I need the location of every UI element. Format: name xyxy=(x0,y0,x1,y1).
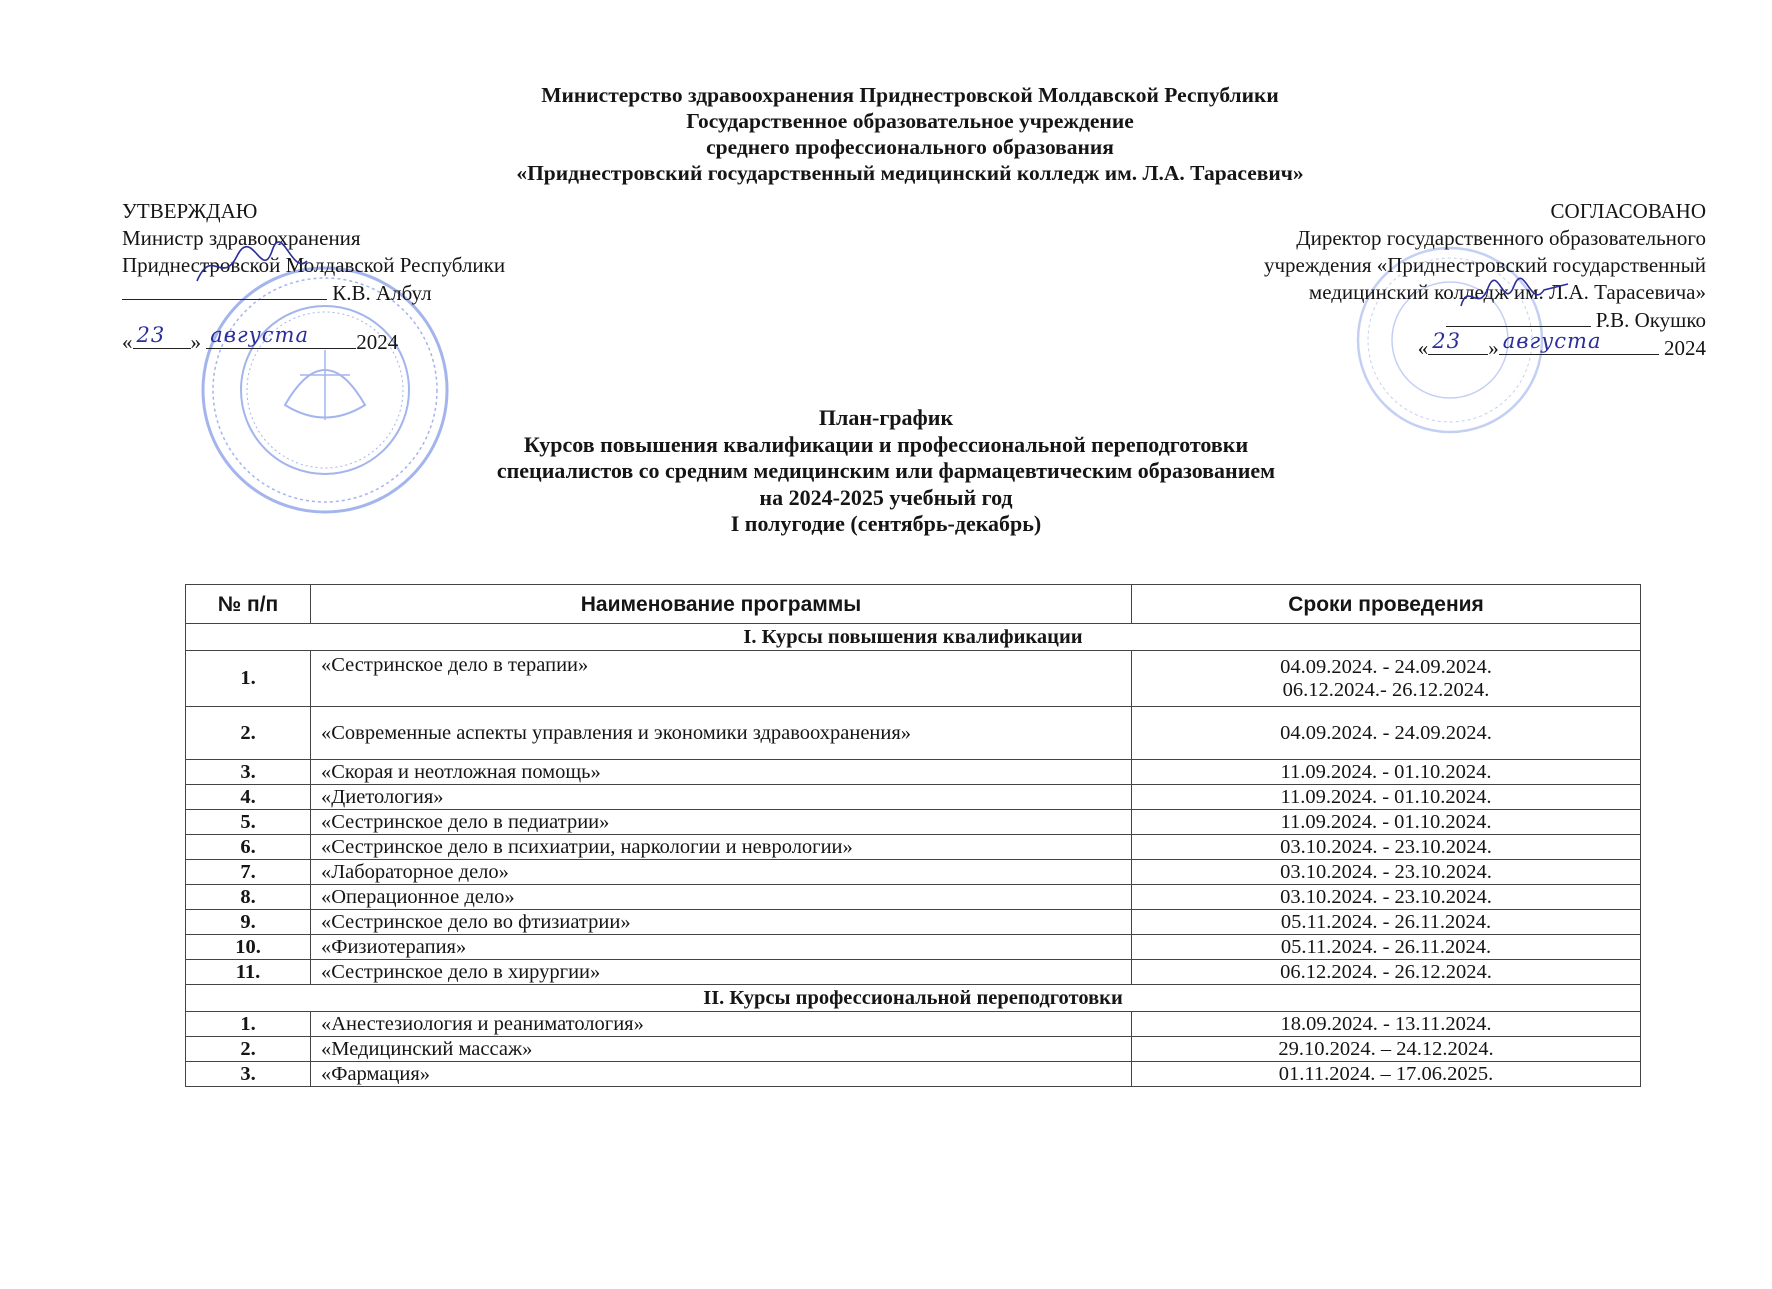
row-number: 3. xyxy=(186,1062,311,1087)
agree-signer: Р.В. Окушко xyxy=(1595,308,1706,332)
agree-position-2: учреждения «Приднестровский государственный xyxy=(1263,253,1706,277)
table-row xyxy=(186,707,1641,760)
program-name: «Сестринское дело в педиатрии» xyxy=(311,810,1132,835)
program-name: «Медицинский массаж» xyxy=(311,1037,1132,1062)
agree-position-1: Директор государственного образовательного xyxy=(1296,226,1706,250)
row-number: 1. xyxy=(186,651,311,707)
row-number: 6. xyxy=(186,835,311,860)
table-row xyxy=(186,885,1641,910)
column-header-program: Наименование программы xyxy=(311,585,1132,624)
approve-signature-scribble xyxy=(192,241,312,291)
section-row-retraining xyxy=(186,985,1641,1012)
title-line-5: I полугодие (сентябрь-декабрь) xyxy=(730,511,1042,536)
agree-quote-close: » xyxy=(1488,336,1499,360)
program-name: «Физиотерапия» xyxy=(311,935,1132,960)
row-number: 2. xyxy=(186,1037,311,1062)
approve-position-2: Приднестровской Молдавской Республики xyxy=(122,253,506,277)
row-number: 3. xyxy=(186,760,311,785)
row-number: 1. xyxy=(186,1012,311,1037)
approve-position-1: Министр здравоохранения xyxy=(122,226,361,250)
program-name: «Современные аспекты управления и экономики здравоохранения» xyxy=(311,707,1132,760)
program-dates: 03.10.2024. - 23.10.2024. xyxy=(1132,860,1641,885)
table-row xyxy=(186,1037,1641,1062)
program-name: «Сестринское дело в психиатрии, наркологии и неврологии» xyxy=(311,835,1132,860)
program-name: «Лабораторное дело» xyxy=(311,860,1132,885)
program-dates: 11.09.2024. - 01.10.2024. xyxy=(1132,785,1641,810)
agree-day: 23 xyxy=(1432,329,1461,353)
approve-day: 23 xyxy=(136,323,166,347)
program-dates: 04.09.2024. - 24.09.2024. xyxy=(1132,707,1641,760)
title-line-3: специалистов со средним медицинским или фармацевтическим образованием xyxy=(496,458,1276,483)
table-row xyxy=(186,960,1641,985)
section-row-qualification xyxy=(186,624,1641,651)
approve-signature-field xyxy=(122,279,327,300)
program-dates: 11.09.2024. - 01.10.2024. xyxy=(1132,760,1641,785)
agree-date xyxy=(1264,329,1706,362)
column-header-number: № п/п xyxy=(186,585,311,624)
agree-signature-line xyxy=(1264,306,1706,334)
header-line-4: «Приднестровский государственный медицинский колледж им. Л.А. Тарасевич» xyxy=(516,161,1304,185)
approve-label: УТВЕРЖДАЮ xyxy=(122,199,258,223)
program-dates: 18.09.2024. - 13.11.2024. xyxy=(1132,1012,1641,1037)
date-range: 04.09.2024. - 24.09.2024. xyxy=(1280,655,1492,678)
agree-day-field xyxy=(1428,329,1488,355)
approve-quote-open: « xyxy=(122,330,133,354)
program-dates: 03.10.2024. - 23.10.2024. xyxy=(1132,835,1641,860)
table-row xyxy=(186,860,1641,885)
column-header-dates: Сроки проведения xyxy=(1132,585,1641,624)
row-number: 2. xyxy=(186,707,311,760)
approve-month-field xyxy=(206,323,356,349)
approve-year: 2024 xyxy=(356,330,399,354)
title-line-4: на 2024-2025 учебный год xyxy=(759,484,1013,510)
approval-block xyxy=(122,198,505,356)
program-dates xyxy=(1132,651,1641,707)
row-number: 5. xyxy=(186,810,311,835)
agree-quote-open: « xyxy=(1417,336,1429,360)
table-row xyxy=(186,810,1641,835)
program-dates: 29.10.2024. – 24.12.2024. xyxy=(1132,1037,1641,1062)
program-name: «Сестринское дело во фтизиатрии» xyxy=(311,910,1132,935)
program-dates: 05.11.2024. - 26.11.2024. xyxy=(1132,935,1641,960)
table-row xyxy=(186,835,1641,860)
program-name: «Фармация» xyxy=(311,1062,1132,1087)
agree-label: СОГЛАСОВАНО xyxy=(1550,199,1706,223)
agree-signature-scribble xyxy=(1456,276,1576,320)
header-line-3: среднего профессионального образования xyxy=(706,135,1114,159)
table-row xyxy=(186,651,1641,707)
program-dates: 03.10.2024. - 23.10.2024. xyxy=(1132,885,1641,910)
program-name: «Скорая и неотложная помощь» xyxy=(311,760,1132,785)
table-row xyxy=(186,935,1641,960)
program-name: «Операционное дело» xyxy=(311,885,1132,910)
program-dates: 05.11.2024. - 26.11.2024. xyxy=(1132,910,1641,935)
agreement-block xyxy=(1264,198,1706,362)
approve-month: августа xyxy=(210,323,309,347)
approve-signature-line xyxy=(122,279,505,307)
row-number: 10. xyxy=(186,935,311,960)
approve-date xyxy=(122,323,505,356)
table-row xyxy=(186,760,1641,785)
institution-header xyxy=(0,82,1772,186)
title-line-1: План-график xyxy=(818,405,954,430)
program-dates: 01.11.2024. – 17.06.2025. xyxy=(1132,1062,1641,1087)
row-number: 4. xyxy=(186,785,311,810)
table-row xyxy=(186,1062,1641,1087)
section-title: II. Курсы профессиональной переподготовки xyxy=(186,985,1641,1012)
approve-signer: К.В. Албул xyxy=(332,281,432,305)
agree-month-field xyxy=(1499,329,1659,355)
agree-year: 2024 xyxy=(1664,336,1706,360)
row-number: 7. xyxy=(186,860,311,885)
row-number: 9. xyxy=(186,910,311,935)
program-name: «Диетология» xyxy=(311,785,1132,810)
table-row xyxy=(186,785,1641,810)
program-name: «Сестринское дело в терапии» xyxy=(311,651,1132,707)
date-range: 06.12.2024.- 26.12.2024. xyxy=(1282,678,1490,701)
agree-position-3: медицинский колледж им. Л.А. Тарасевича» xyxy=(1308,280,1706,304)
row-number: 11. xyxy=(186,960,311,985)
approve-quote-close: » xyxy=(190,330,201,354)
program-name: «Анестезиология и реаниматология» xyxy=(311,1012,1132,1037)
schedule-table xyxy=(185,584,1641,1087)
program-dates: 11.09.2024. - 01.10.2024. xyxy=(1132,810,1641,835)
row-number: 8. xyxy=(186,885,311,910)
header-line-2: Государственное образовательное учреждение xyxy=(686,109,1134,133)
header-line-1: Министерство здравоохранения Приднестровской Молдавской Республики xyxy=(541,83,1279,107)
agree-signature-field xyxy=(1446,306,1591,327)
title-line-2: Курсов повышения квалификации и профессиональной переподготовки xyxy=(523,431,1249,457)
agree-month: августа xyxy=(1502,329,1602,353)
table-row xyxy=(186,1012,1641,1037)
document-title xyxy=(0,405,1772,538)
program-dates: 06.12.2024. - 26.12.2024. xyxy=(1132,960,1641,985)
table-header-row xyxy=(186,585,1641,624)
program-name: «Сестринское дело в хирургии» xyxy=(311,960,1132,985)
table-row xyxy=(186,910,1641,935)
section-title: I. Курсы повышения квалификации xyxy=(186,624,1641,651)
approve-day-field xyxy=(133,323,191,349)
